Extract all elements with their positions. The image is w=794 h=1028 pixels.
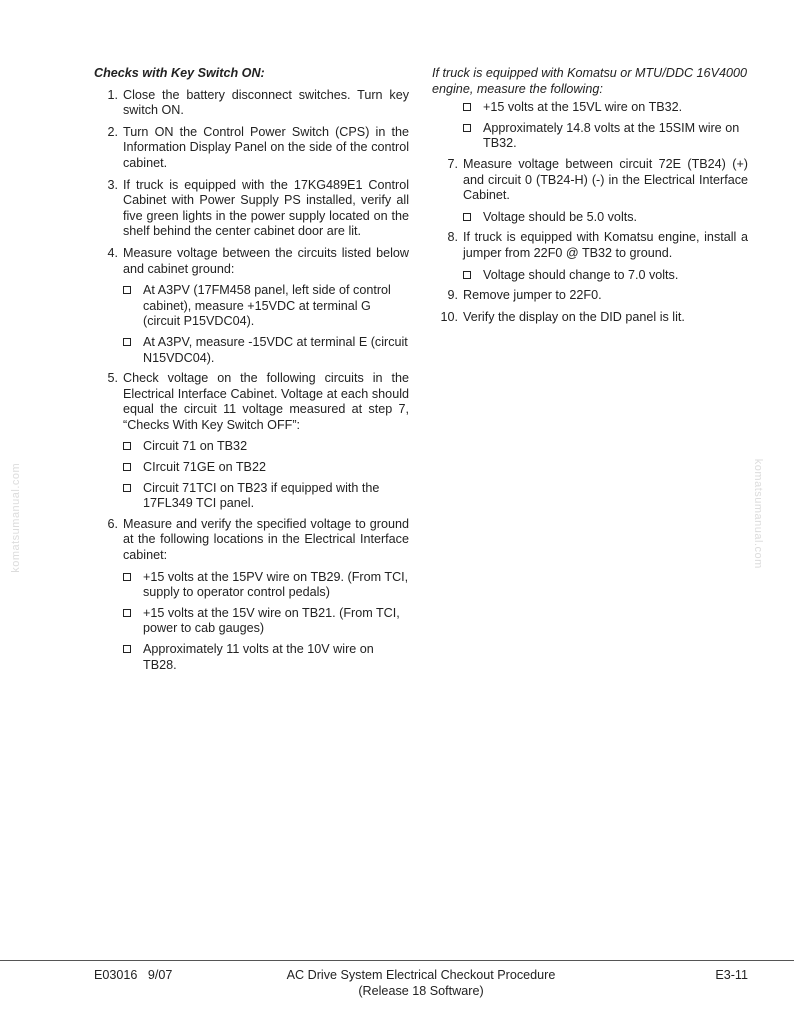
step-text: Measure voltage between the circuits listed below and cabinet ground: — [123, 245, 409, 276]
checkbox-icon — [463, 213, 471, 221]
footer-title-line1: AC Drive System Electrical Checkout Procedure — [286, 968, 556, 982]
step-text: If truck is equipped with the 17KG489E1 Control Cabinet with Power Supply PS installed, verify all five green lights in the power supply located on the shelf behind the center cabinet door are lit. — [123, 177, 409, 239]
step-6-checklist — [94, 570, 409, 674]
step-number: 6. — [107, 516, 118, 531]
step-number: 1. — [107, 87, 118, 102]
step-7-checklist — [432, 210, 748, 226]
right-column — [432, 66, 748, 331]
step-4-checklist — [94, 283, 409, 366]
section-heading: Checks with Key Switch ON: — [94, 66, 265, 80]
footer-doc-code: E03016 9/07 — [94, 968, 173, 982]
checklist-text: Approximately 11 volts at the 10V wire on TB28. — [143, 642, 374, 672]
step-5 — [94, 371, 409, 433]
checklist-item — [94, 283, 409, 330]
checklist-text: At A3PV (17FM458 panel, left side of control cabinet), measure +15VDC at terminal G (circuit P15VDC04). — [143, 283, 391, 329]
step-6 — [94, 517, 409, 564]
step-3 — [94, 178, 409, 240]
footer-title — [250, 968, 592, 999]
step-text: If truck is equipped with Komatsu engine, install a jumper from 22F0 @ TB32 to ground. — [463, 230, 748, 260]
step-8 — [432, 230, 748, 261]
checkbox-icon — [463, 124, 471, 132]
checklist-item — [432, 100, 748, 116]
checklist-text: Circuit 71TCI on TB23 if equipped with the 17FL349 TCI panel. — [143, 480, 380, 511]
checklist-item — [94, 335, 409, 366]
step-text: Verify the display on the DID panel is lit. — [463, 309, 685, 324]
checkbox-icon — [123, 338, 131, 346]
checklist-item — [432, 121, 748, 152]
left-column — [94, 66, 409, 678]
step-number: 7. — [447, 156, 458, 171]
watermark-right: komatsumanual.com — [751, 458, 764, 569]
checklist-text: Voltage should change to 7.0 volts. — [483, 267, 679, 282]
step-5-checklist — [94, 439, 409, 511]
engine-checklist — [432, 100, 748, 152]
step-text: Measure and verify the specified voltage to ground at the following locations in the Electrical Interface cabinet: — [123, 516, 409, 563]
step-text: Check voltage on the following circuits in the Electrical Interface Cabinet. Voltage at each should equal the circuit 11 voltage measured at step 7, “Checks With Key Switch OFF”: — [123, 371, 409, 432]
step-4 — [94, 246, 409, 277]
step-1 — [94, 88, 409, 119]
step-text: Turn ON the Control Power Switch (CPS) in the Information Display Panel on the side of the control cabinet. — [123, 124, 409, 170]
step-text: Close the battery disconnect switches. Turn key switch ON. — [123, 87, 409, 118]
step-number: 2. — [107, 124, 118, 139]
checklist-item — [94, 606, 409, 637]
checklist-text: Approximately 14.8 volts at the 15SIM wire on TB32. — [483, 120, 740, 151]
checklist-item — [94, 481, 409, 512]
checkbox-icon — [123, 609, 131, 617]
step-text: Measure voltage between circuit 72E (TB24) (+) and circuit 0 (TB24-H) (-) in the Electrical Interface Cabinet. — [463, 156, 748, 203]
checklist-text: CIrcuit 71GE on TB22 — [143, 460, 266, 475]
step-number: 5. — [107, 371, 118, 386]
checklist-text: Circuit 71 on TB32 — [143, 439, 248, 454]
checklist-item — [94, 642, 409, 673]
checklist-text: +15 volts at the 15V wire on TB21. (From TCI, power to cab gauges) — [143, 605, 400, 636]
step-10 — [432, 310, 748, 326]
engine-intro: If truck is equipped with Komatsu or MTU/DDC 16V4000 engine, measure the following: — [432, 66, 747, 96]
checkbox-icon — [123, 573, 131, 581]
step-number: 3. — [107, 177, 118, 192]
step-number: 9. — [447, 288, 458, 303]
footer-page-number: E3-11 — [715, 968, 748, 982]
checkbox-icon — [463, 103, 471, 111]
checklist-item — [94, 439, 409, 455]
step-8-checklist — [432, 268, 748, 284]
checklist-item — [94, 460, 409, 476]
checklist-item — [432, 268, 748, 284]
checklist-text: Voltage should be 5.0 volts. — [483, 209, 638, 224]
step-number: 10. — [440, 309, 458, 324]
step-number: 8. — [447, 230, 458, 245]
step-text: Remove jumper to 22F0. — [463, 288, 602, 303]
checkbox-icon — [123, 442, 131, 450]
checkbox-icon — [463, 271, 471, 279]
checkbox-icon — [123, 484, 131, 492]
checklist-item — [94, 570, 409, 601]
checkbox-icon — [123, 463, 131, 471]
checklist-item — [432, 210, 748, 226]
step-2 — [94, 125, 409, 172]
step-9 — [432, 288, 748, 304]
checklist-text: At A3PV, measure -15VDC at terminal E (circuit N15VDC04). — [143, 334, 408, 365]
step-7 — [432, 157, 748, 204]
watermark-left: komatsumanual.com — [10, 462, 23, 573]
footer-title-line2: (Release 18 Software) — [358, 983, 484, 998]
checklist-text: +15 volts at the 15PV wire on TB29. (From TCI, supply to operator control pedals) — [143, 569, 409, 600]
checkbox-icon — [123, 645, 131, 653]
footer-divider — [0, 960, 794, 961]
step-number: 4. — [107, 245, 118, 260]
checklist-text: +15 volts at the 15VL wire on TB32. — [483, 100, 683, 115]
checkbox-icon — [123, 286, 131, 294]
